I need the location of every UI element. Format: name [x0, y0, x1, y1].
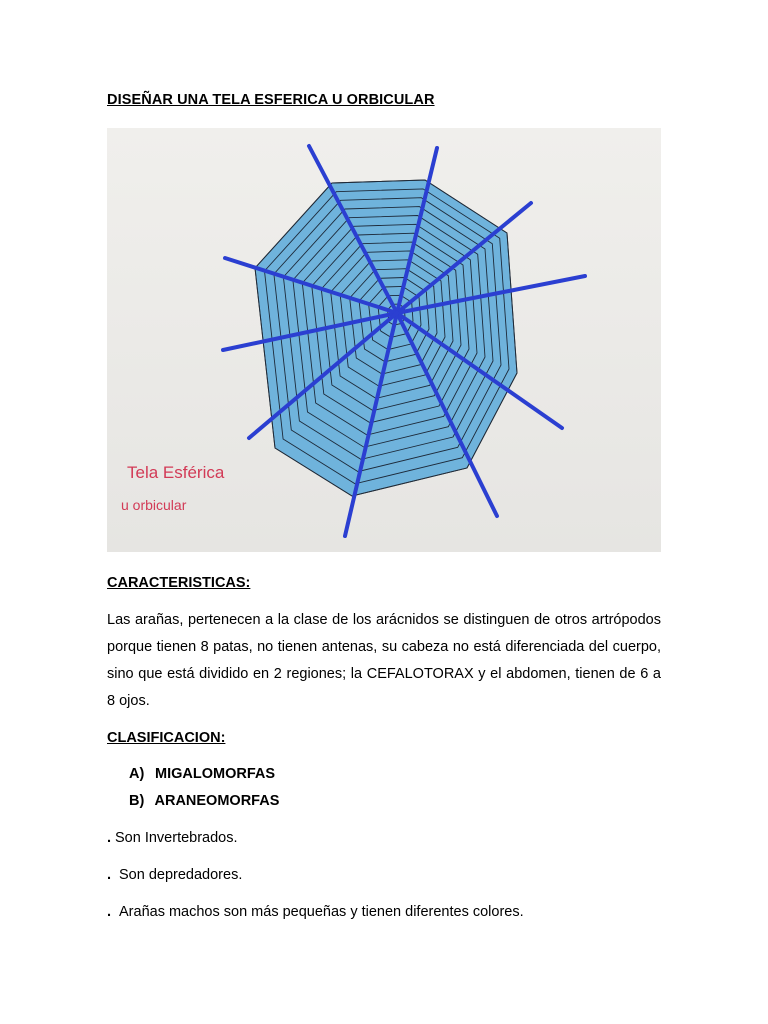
- characteristics-heading: CARACTERISTICAS:: [107, 575, 251, 591]
- list-item-label: MIGALOMORFAS: [155, 766, 276, 782]
- bullet-item: [107, 867, 242, 883]
- image-caption-line2: u orbicular: [121, 497, 187, 513]
- bullet-item: [107, 830, 238, 846]
- list-item-label: ARANEOMORFAS: [154, 793, 280, 809]
- classification-heading: CLASIFICACION:: [107, 730, 226, 746]
- bullet-dot: .: [107, 867, 112, 883]
- bullet-text: Son depredadores.: [119, 867, 243, 883]
- bullet-text: Son Invertebrados.: [115, 830, 238, 846]
- page-title: DISEÑAR UNA TELA ESFERICA U ORBICULAR: [107, 92, 435, 108]
- classification-item-a: [129, 766, 275, 782]
- list-marker: B): [129, 793, 145, 809]
- spider-web-drawing: [107, 128, 661, 552]
- characteristics-paragraph: Las arañas, pertenecen a la clase de los arácnidos se distinguen de otros artrópodos porque tienen 8 patas, no tienen antenas, su cabeza no está diferenciada del cuerpo, sino que está dividido en 2 regiones; la CEFALOTORAX y el abdomen, tienen de 6 a 8 ojos.: [107, 612, 661, 709]
- spider-web-photo: [107, 128, 661, 552]
- bullet-dot: .: [107, 904, 112, 920]
- bullet-dot: .: [107, 830, 112, 846]
- list-marker: A): [129, 766, 145, 782]
- bullet-text: Arañas machos son más pequeñas y tienen diferentes colores.: [119, 904, 524, 920]
- image-caption-line1: Tela Esférica: [127, 463, 225, 482]
- bullet-item: [107, 904, 524, 920]
- classification-item-b: [129, 793, 279, 809]
